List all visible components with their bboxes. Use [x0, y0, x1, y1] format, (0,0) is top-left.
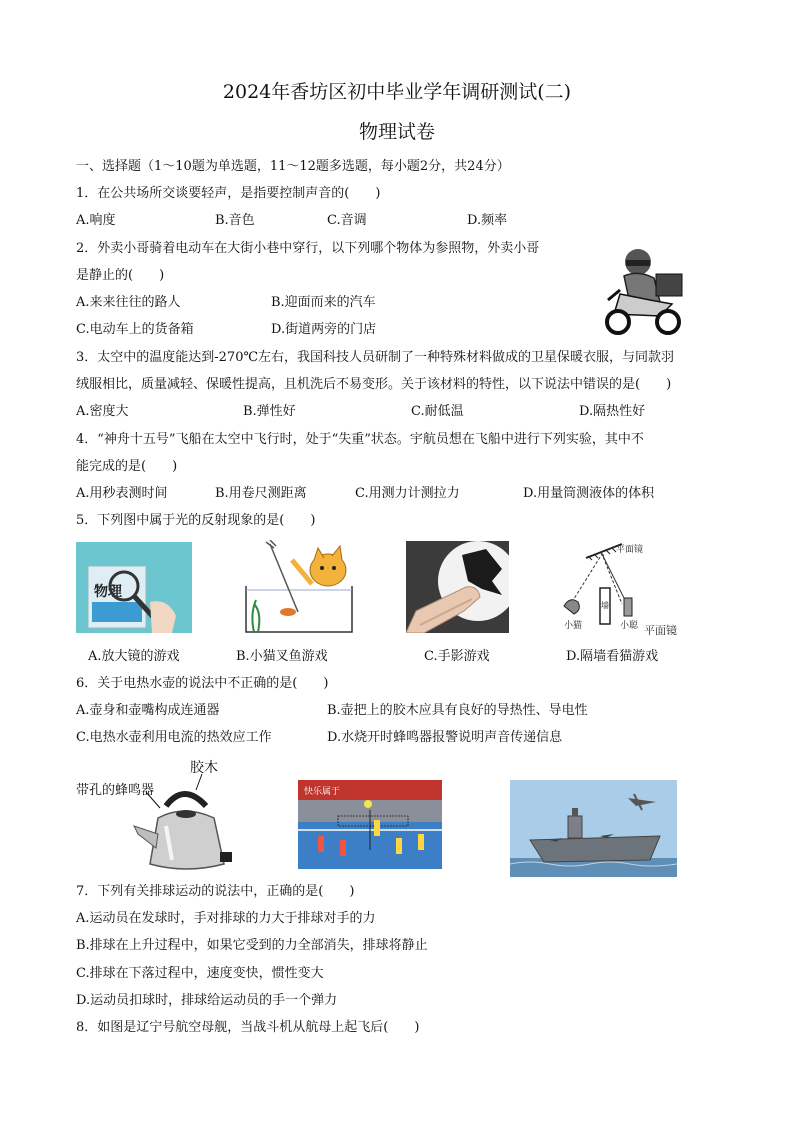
magnifier-figure	[76, 542, 192, 633]
q7-option-d: D.运动员扣球时，排球给运动员的手一个弹力	[76, 993, 338, 1008]
wall-label: 墙	[601, 601, 609, 610]
delivery-rider-figure	[600, 244, 690, 338]
q1-option-a: A.响度	[76, 213, 116, 228]
volleyball-figure	[298, 780, 442, 869]
q3-option-b: B.弹性好	[243, 404, 296, 419]
q6-option-a: A.壶身和壶嘴构成连通器	[76, 703, 220, 718]
q4-option-b: B.用卷尺测距离	[215, 486, 307, 501]
q6-option-c: C.电热水壶利用电流的热效应工作	[76, 730, 272, 745]
question-1-stem: 1．在公共场所交谈要轻声，是指要控制声音的( )	[76, 186, 381, 201]
hand-shadow-figure	[406, 541, 509, 633]
q2-option-c: C.电动车上的货备箱	[76, 322, 194, 337]
q2-option-b: B.迎面而来的汽车	[271, 295, 376, 310]
q2-option-a: A.来来往往的路人	[76, 295, 181, 310]
q4-option-c: C.用测力计测拉力	[355, 486, 460, 501]
q7-option-a: A.运动员在发球时，手对排球的力大于排球对手的力	[76, 911, 376, 926]
q3-option-d: D.隔热性好	[579, 404, 646, 419]
question-2-stem-line1: 2．外卖小哥骑着电动车在大街小巷中穿行，以下列哪个物体为参照物，外卖小哥	[76, 241, 540, 256]
buzzer-label: 带孔的蜂鸣器	[76, 783, 155, 798]
q2-option-d: D.街道两旁的门店	[271, 322, 377, 337]
aircraft-carrier-figure	[510, 780, 677, 877]
page-subtitle: 物理试卷	[358, 121, 435, 143]
q7-option-b: B.排球在上升过程中，如果它受到的力全部消失，排球将静止	[76, 938, 428, 953]
question-4-stem-line1: 4．“神舟十五号”飞船在太空中飞行时，处于“失重”状态。宇航员想在飞船中进行下列实验，其中不	[76, 432, 644, 447]
question-6-stem: 6．关于电热水壶的说法中不正确的是( )	[76, 676, 329, 691]
q5-option-b: B.小猫叉鱼游戏	[236, 649, 328, 664]
cat-fishing-figure	[242, 540, 356, 634]
question-4-stem-line2: 能完成的是( )	[76, 459, 178, 474]
question-3-stem-line2: 绒服相比，质量减轻、保暖性提高，且机洗后不易变形。关于该材料的特性，以下说法中错误的是( )	[76, 377, 672, 392]
question-8-stem: 8．如图是辽宁号航空母舰，当战斗机从航母上起飞后( )	[76, 1020, 420, 1035]
q4-option-d: D.用量筒测液体的体积	[523, 486, 655, 501]
q4-option-a: A.用秒表测时间	[76, 486, 168, 501]
q6-option-b: B.壶把上的胶木应具有良好的导热性、导电性	[327, 703, 588, 718]
page-title: 2024年香坊区初中毕业学年调研测试(二)	[222, 81, 572, 103]
section-heading: 一、选择题（1～10题为单选题，11～12题多选题，每小题2分，共24分）	[76, 159, 510, 174]
q5-option-d: D.隔墙看猫游戏	[566, 649, 659, 664]
q5-option-a: A.放大镜的游戏	[88, 649, 180, 664]
question-5-stem: 5．下列图中属于光的反射现象的是( )	[76, 513, 316, 528]
boy-label: 小聪	[620, 621, 639, 631]
mirror-periscope-figure	[558, 540, 688, 640]
q3-option-a: A.密度大	[76, 404, 129, 419]
handle-label: 胶木	[190, 760, 218, 776]
q7-option-c: C.排球在下落过程中，速度变快，惯性变大	[76, 966, 324, 981]
kettle-figure	[74, 756, 244, 876]
court-banner: 快乐属于	[304, 787, 341, 797]
cat-label: 小猫	[564, 621, 583, 631]
side-mirror-label: 平面镜	[644, 624, 677, 637]
q1-option-d: D.频率	[467, 213, 508, 228]
q6-option-d: D.水烧开时蜂鸣器报警说明声音传递信息	[327, 730, 563, 745]
q5-option-c: C.手影游戏	[424, 649, 490, 664]
question-3-stem-line1: 3．太空中的温度能达到-270℃左右，我国科技人员研制了一种特殊材料做成的卫星保暖衣服，与同款羽	[76, 350, 675, 365]
question-7-stem: 7．下列有关排球运动的说法中，正确的是( )	[76, 884, 355, 899]
q3-option-c: C.耐低温	[411, 404, 464, 419]
question-2-stem-line2: 是静止的( )	[76, 268, 165, 283]
top-mirror-label: 平面镜	[616, 545, 644, 555]
q1-option-b: B.音色	[215, 213, 255, 228]
book-cover-title: 物理	[94, 584, 122, 600]
q1-option-c: C.音调	[327, 213, 367, 228]
